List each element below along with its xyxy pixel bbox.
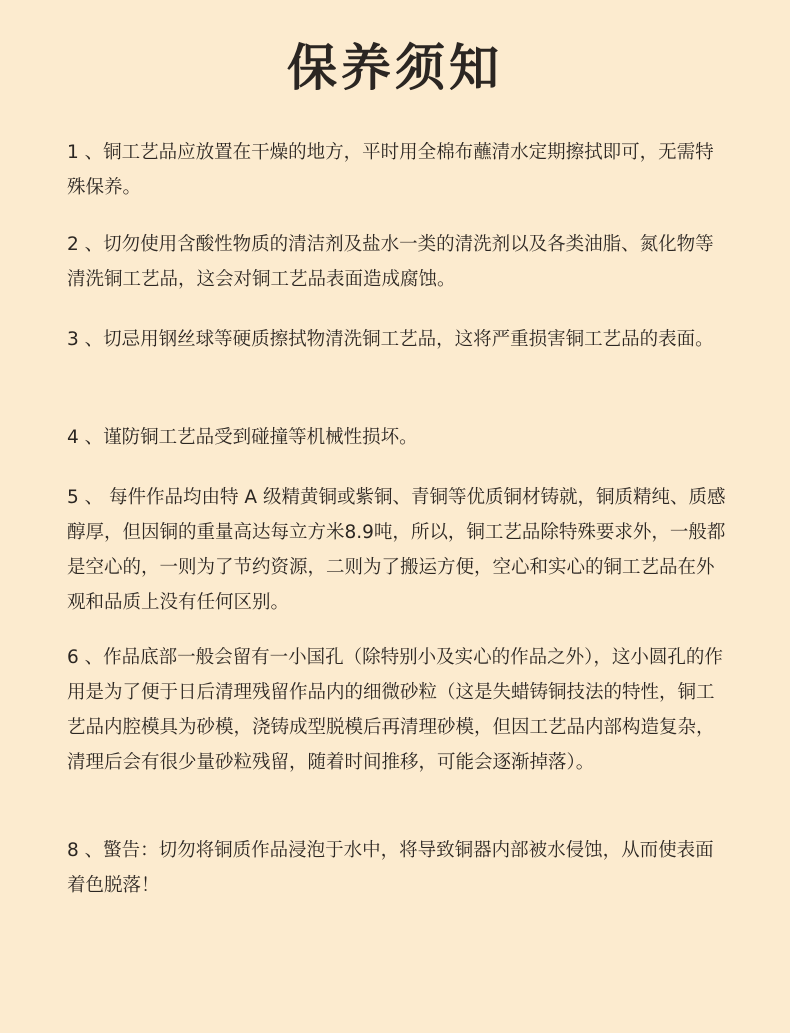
instruction-item-6: 6 、作品底部一般会留有一小国孔（除特别小及实心的作品之外），这小圆孔的作用是为了便于日后清理残留作品内的细微砂粒（这是失蜡铸铜技法的特性，铜工艺品内腔模具为砂模，浇铸成型脱模后再清理砂模，但因工艺品内部构造复杂，清理后会有很少量砂粒残留，随着时间推移，可能会逐渐掉落）。 [67, 647, 723, 773]
instruction-item-1: 1 、铜工艺品应放置在干燥的地方，平时用全棉布蘸清水定期擦拭即可，无需特殊保养。 [67, 142, 714, 198]
instruction-item-8: 8 、蟼告：切勿将铜质作品浸泡于水中，将导致铜器内部被水侵蚀，从而使表面着色脱落！ [67, 840, 714, 896]
page-title: 保养须知 [287, 39, 503, 97]
instruction-item-4: 4 、谨防铜工艺品受到碰撞等机械性损坏。 [67, 427, 418, 448]
instruction-item-5: 5 、 每件作品均由特 A 级精黄铜或紫铜、青铜等优质铜材铸就，铜质精纯、质感醇厚，但因铜的重量高达每立方米8.9吨，所以，铜工艺品除特殊要求外，一般都是空心的，一则为了节约资源，二则为了搬运方便，空心和实心的铜工艺品在外观和品质上没有任何区别。 [67, 487, 726, 613]
instruction-item-3: 3 、切忌用钢丝球等硬质擦拭物清洗铜工艺品，这将严重损害铜工艺品的表面。 [67, 329, 714, 350]
instruction-item-2: 2 、切勿使用含酸性物质的清洁剂及盐水一类的清洗剂以及各类油脂、氮化物等清洗铜工艺品，这会对铜工艺品表面造成腐蚀。 [67, 234, 714, 290]
